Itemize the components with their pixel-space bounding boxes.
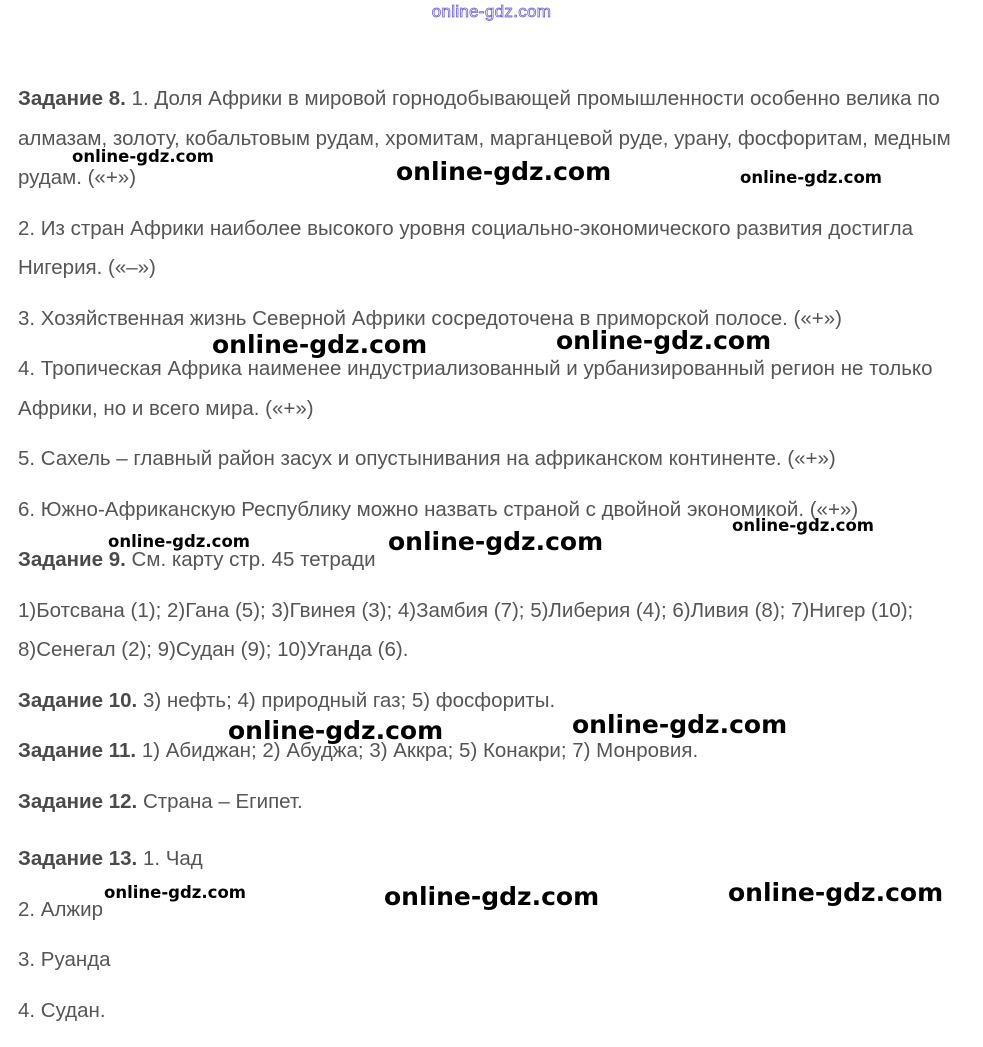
task-11-text: 1) Абиджан; 2) Абуджа; 3) Аккра; 5) Конакри; 7) Монровия. — [141, 739, 699, 762]
task-13-heading — [18, 839, 973, 879]
task-13-label: Задание 13. — [18, 847, 138, 870]
watermark: online-gdz.com — [384, 882, 600, 911]
task-13-text: 1. Чад — [142, 847, 203, 870]
header-watermark: online-gdz.com — [431, 2, 552, 21]
watermark: online-gdz.com — [388, 527, 604, 556]
task-13-item-2: 2. Алжир — [18, 897, 103, 921]
task-12 — [18, 782, 973, 822]
task-11-label: Задание 11. — [18, 739, 137, 762]
task-12-text: Страна – Египет. — [142, 789, 303, 813]
task-9-text: См. карту стр. 45 тетради — [131, 548, 376, 571]
watermark: online-gdz.com — [556, 326, 772, 355]
watermark: online-gdz.com — [72, 147, 214, 166]
task-8-label: Задание 8. — [18, 87, 126, 110]
task-10-label: Задание 10. — [18, 688, 138, 712]
task-9-answer: 1)Ботсвана (1); 2)Гана (5); 3)Гвинея (3); 4)Замбия (7); 5)Либерия (4); 6)Ливия (8); 7)Нигер (10); 8)Сенегал (2); 9)Судан (9); 10)Уганда (6). — [18, 598, 914, 661]
task-9-label: Задание 9. — [18, 548, 126, 571]
watermark: online-gdz.com — [212, 330, 428, 359]
task-12-label: Задание 12. — [18, 789, 138, 813]
watermark: online-gdz.com — [228, 716, 444, 745]
task-13-item-3: 3. Руанда — [18, 948, 111, 971]
task-8-item-1-text: 1. Доля Африки в мировой горнодобывающей промышленности особенно велика по алмазам, золоту, кобальтовым рудам, хромитам, марганцевой руде, урану, фосфоритам, медным рудам. («+») — [18, 87, 951, 189]
watermark: online-gdz.com — [732, 516, 874, 535]
watermark: online-gdz.com — [572, 710, 788, 739]
task-8-item-6: 6. Южно-Африканскую Республику можно назвать страной с двойной экономикой. («+») — [18, 497, 859, 521]
task-13-item-4: 4. Судан. — [18, 998, 106, 1022]
task-11 — [18, 731, 973, 771]
watermark: online-gdz.com — [396, 157, 612, 186]
watermark: online-gdz.com — [108, 532, 250, 551]
watermark: online-gdz.com — [740, 168, 882, 187]
task-8-item-3: 3. Хозяйственная жизнь Северной Африки сосредоточена в приморской полосе. («+») — [18, 306, 842, 330]
task-10 — [18, 681, 973, 721]
watermark: online-gdz.com — [104, 883, 246, 902]
watermark: online-gdz.com — [728, 878, 944, 907]
task-8-item-2: 2. Из стран Африки наиболее высокого уровня социально-экономического развития достигла Нигерия. («–») — [18, 216, 914, 279]
task-10-text: 3) нефть; 4) природный газ; 5) фосфориты. — [142, 688, 556, 712]
task-8-item-5: 5. Сахель – главный район засух и опустынивания на африканском континенте. («+») — [18, 447, 836, 470]
task-8-item-4: 4. Тропическая Африка наименее индустриализованный и урбанизированный регион не только Африки, но и всего мира. («+») — [18, 357, 933, 420]
